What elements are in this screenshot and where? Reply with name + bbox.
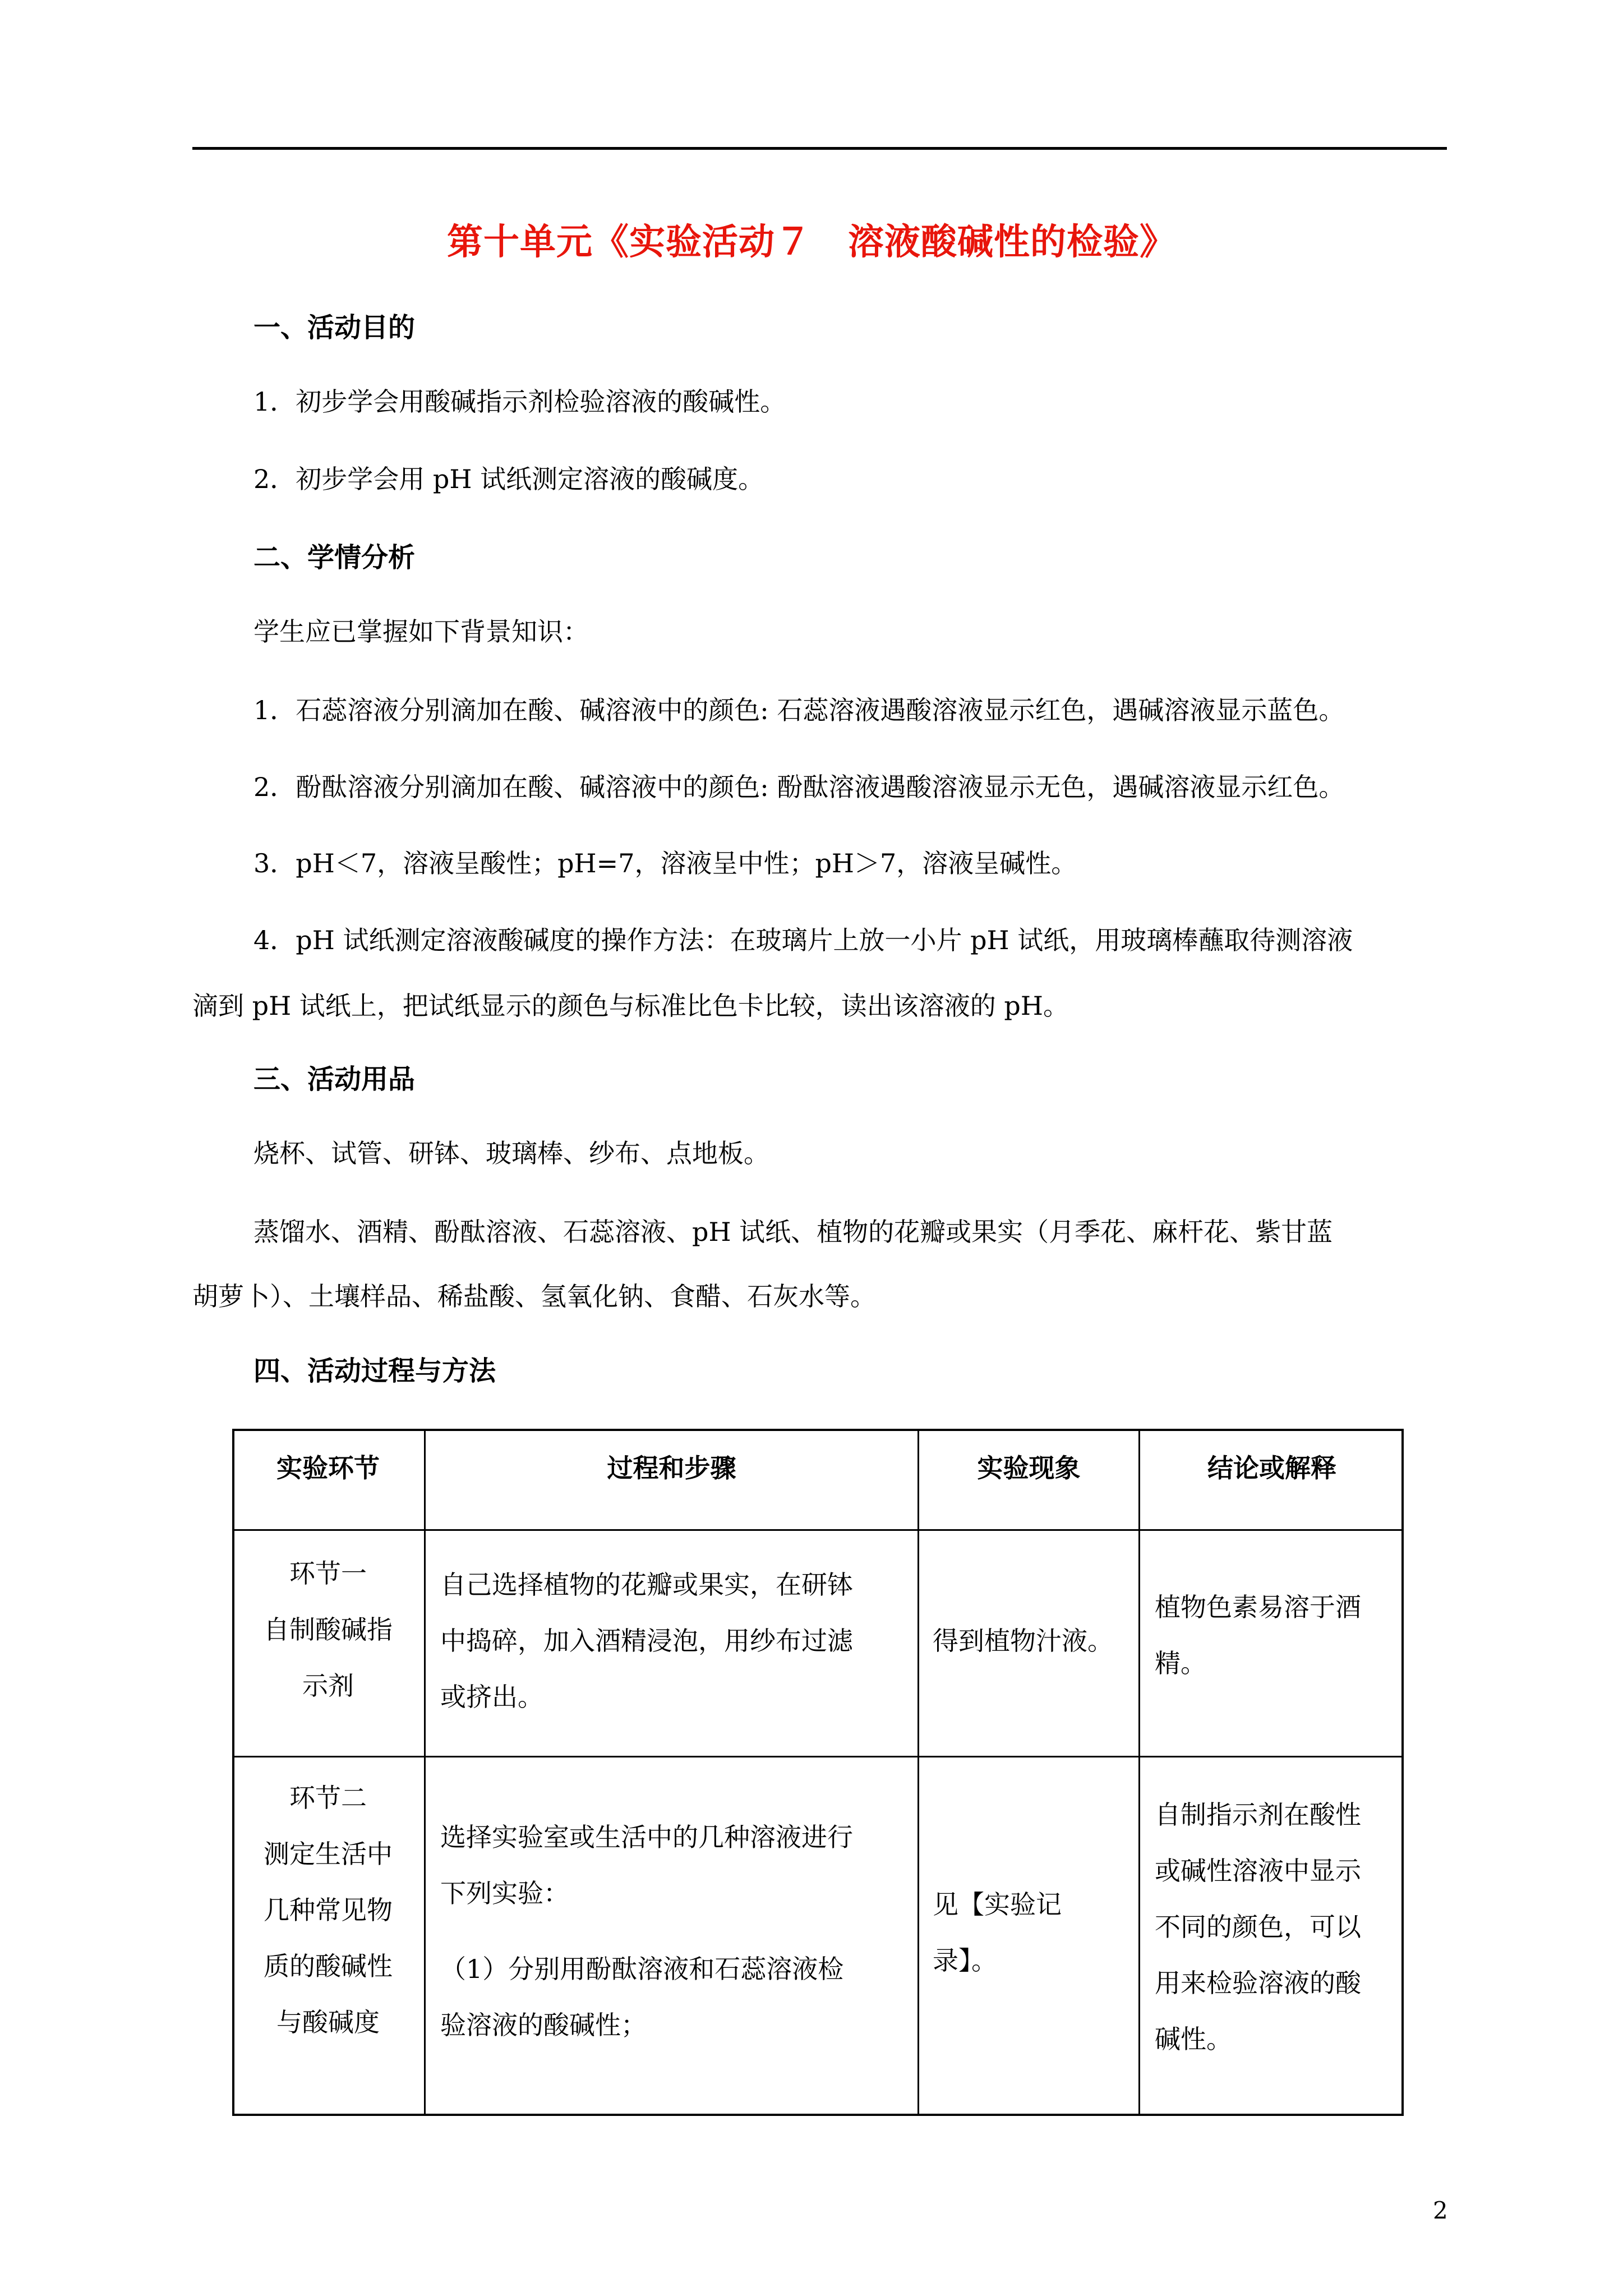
materials-line-1: 烧杯、试管、研钵、玻璃棒、纱布、点地板。 [253, 1138, 769, 1168]
row2-steps-line: 下列实验： [440, 1878, 569, 1908]
row2-conclusion-line: 碱性。 [1155, 2024, 1232, 2054]
row1-steps-line: 中捣碎，加入酒精浸泡，用纱布过滤 [440, 1626, 853, 1656]
row1-stage-line: 示剂 [302, 1671, 354, 1701]
row2-conclusion-line: 用来检验溶液的酸 [1155, 1968, 1361, 1998]
section-heading-objectives: 一、活动目的 [253, 312, 416, 343]
row1-steps-line: 自己选择植物的花瓣或果实，在研钵 [440, 1570, 853, 1600]
row1-steps-line: 或挤出。 [440, 1682, 543, 1712]
row1-stage-line: 自制酸碱指 [264, 1614, 393, 1645]
row1-stage-line: 环节一 [289, 1558, 367, 1589]
row2-steps-line: 选择实验室或生活中的几种溶液进行 [440, 1822, 853, 1852]
header-rule [192, 147, 1447, 150]
page-number: 2 [1433, 2197, 1448, 2224]
row2-phenomenon-line: 录】。 [933, 1945, 997, 1976]
row1-conclusion-line: 精。 [1155, 1648, 1206, 1678]
table-divider [917, 1429, 919, 2116]
table-divider [1138, 1429, 1140, 2116]
row2-conclusion-line: 自制指示剂在酸性 [1155, 1800, 1361, 1830]
objective-item-2: 2．初步学会用 pH 试纸测定溶液的酸碱度。 [253, 464, 764, 494]
row2-steps-line: （1）分别用酚酞溶液和石蕊溶液检 [440, 1954, 844, 1984]
materials-line-3: 胡萝卜）、土壤样品、稀盐酸、氢氧化钠、食醋、石灰水等。 [192, 1281, 876, 1312]
row2-phenomenon-line: 见【实验记 [933, 1889, 1062, 1920]
table-header-stage: 实验环节 [276, 1453, 380, 1483]
page-title: 第十单元《实验活动７ 溶液酸碱性的检验》 [447, 221, 1176, 263]
table-header-steps: 过程和步骤 [607, 1453, 736, 1483]
table-divider [232, 1756, 1404, 1757]
objective-item-1: 1．初步学会用酸碱指示剂检验溶液的酸碱性。 [253, 386, 786, 417]
analysis-item-4-line2: 滴到 pH 试纸上，把试纸显示的颜色与标准比色卡比较，读出该溶液的 pH。 [192, 991, 1069, 1021]
analysis-item-4-line1: 4．pH 试纸测定溶液酸碱度的操作方法：在玻璃片上放一小片 pH 试纸，用玻璃棒蘸取待测溶液 [253, 925, 1353, 955]
row2-stage-line: 几种常见物 [264, 1895, 393, 1925]
analysis-intro: 学生应已掌握如下背景知识： [253, 616, 589, 647]
table-divider [424, 1429, 426, 2116]
section-heading-materials: 三、活动用品 [253, 1064, 416, 1095]
row2-conclusion-line: 不同的颜色，可以 [1155, 1912, 1361, 1942]
section-heading-process: 四、活动过程与方法 [253, 1355, 496, 1387]
analysis-item-3: 3．pH＜7，溶液呈酸性；pH=7，溶液呈中性；pH＞7，溶液呈碱性。 [253, 848, 1077, 878]
analysis-item-2: 2．酚酞溶液分别滴加在酸、碱溶液中的颜色: 酚酞溶液遇酸溶液显示无色，遇碱溶液显示红色。 [253, 772, 1345, 802]
row2-stage-line: 与酸碱度 [276, 2007, 380, 2037]
row2-stage-line: 环节二 [289, 1783, 367, 1813]
row2-stage-line: 质的酸碱性 [264, 1951, 393, 1981]
row2-stage-line: 测定生活中 [264, 1839, 393, 1869]
table-header-phenomenon: 实验现象 [977, 1453, 1081, 1483]
row1-conclusion-line: 植物色素易溶于酒 [1155, 1592, 1361, 1622]
section-heading-analysis: 二、学情分析 [253, 542, 416, 573]
materials-line-2: 蒸馏水、酒精、酚酞溶液、石蕊溶液、pH 试纸、植物的花瓣或果实（月季花、麻杆花、紫甘蓝 [253, 1217, 1333, 1247]
row1-phenomenon: 得到植物汁液。 [933, 1626, 1113, 1656]
row2-steps-line: 验溶液的酸碱性； [440, 2010, 647, 2040]
table-divider [232, 1529, 1404, 1531]
row2-conclusion-line: 或碱性溶液中显示 [1155, 1856, 1361, 1886]
table-header-conclusion: 结论或解释 [1207, 1453, 1336, 1483]
analysis-item-1: 1．石蕊溶液分别滴加在酸、碱溶液中的颜色: 石蕊溶液遇酸溶液显示红色，遇碱溶液显示蓝色。 [253, 695, 1345, 725]
